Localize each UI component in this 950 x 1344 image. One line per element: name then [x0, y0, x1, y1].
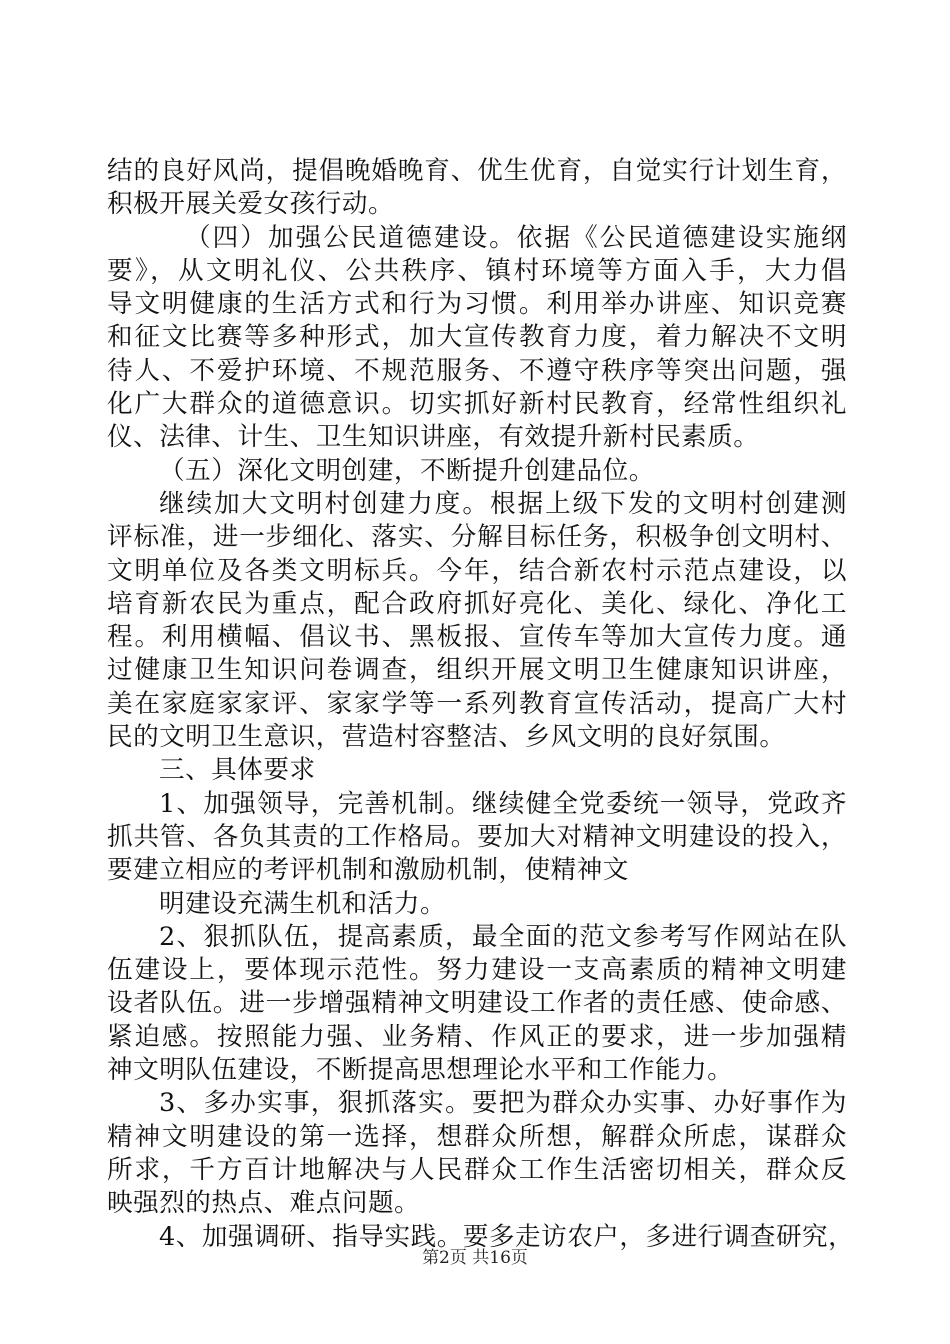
text-line: 仪、法律、计生、卫生知识讲座，有效提升新村民素质。 — [107, 422, 760, 453]
text-line: 培育新农民为重点，配合政府抓好亮化、美化、绿化、净化工 — [107, 588, 847, 619]
text-line: 导文明健康的生活方式和行为习惯。利用举办讲座、知识竞赛 — [107, 289, 847, 320]
page-footer: 第2页 共16页 — [422, 1248, 528, 1268]
text-line: （四）加强公民道德建设。依据《公民道德建设实施纲 — [185, 222, 847, 253]
text-line: 结的良好风尚，提倡晚婚晚育、优生优育，自觉实行计划生育， — [107, 156, 847, 186]
text-line: 要建立相应的考评机制和激励机制，使精神文 — [107, 855, 629, 886]
text-line: 民的文明卫生意识，营造村容整洁、乡风文明的良好氛围。 — [107, 722, 786, 753]
text-line: 和征文比赛等多种形式，加大宣传教育力度，着力解决不文明 — [107, 322, 847, 353]
text-line: 所求，千方百计地解决与人民群众工作生活密切相关，群众反 — [107, 1154, 847, 1185]
text-line: 2、狠抓队伍，提高素质，最全面的范文参考写作网站在队 — [159, 921, 847, 952]
text-line: 4、加强调研、指导实践。要多走访农户，多进行调查研究， — [159, 1221, 855, 1252]
text-line: 程。利用横幅、倡议书、黑板报、宣传车等加大宣传力度。通 — [107, 622, 847, 653]
text-line: 美在家庭家家评、家家学等一系列教育宣传活动，提高广大村 — [107, 688, 847, 719]
text-line: 1、加强领导，完善机制。继续健全党委统一领导，党政齐 — [159, 788, 847, 819]
text-line: 神文明队伍建设，不断提高思想理论水平和工作能力。 — [107, 1055, 734, 1086]
text-line: 评标准，进一步细化、落实、分解目标任务，积极争创文明村、 — [107, 522, 847, 553]
text-line: 设者队伍。进一步增强精神文明建设工作者的责任感、使命感、 — [107, 988, 847, 1019]
text-line: 文明单位及各类文明标兵。今年，结合新农村示范点建设，以 — [107, 555, 847, 586]
text-line: 精神文明建设的第一选择，想群众所想，解群众所虑，谋群众 — [107, 1121, 847, 1152]
text-line: 三、具体要求 — [159, 755, 316, 786]
text-line: 3、多办实事，狠抓落实。要把为群众办实事、办好事作为 — [159, 1088, 847, 1119]
text-line: 过健康卫生知识问卷调查，组织开展文明卫生健康知识讲座， — [107, 655, 847, 686]
text-line: 映强烈的热点、难点问题。 — [107, 1188, 421, 1219]
text-line: 伍建设上，要体现示范性。努力建设一支高素质的精神文明建 — [107, 955, 847, 986]
text-line: 明建设充满生机和活力。 — [159, 888, 447, 919]
text-line: 紧迫感。按照能力强、业务精、作风正的要求，进一步加强精 — [107, 1021, 847, 1052]
text-line: 继续加大文明村创建力度。根据上级下发的文明村创建测 — [159, 488, 847, 519]
document-body — [107, 155, 855, 1254]
text-line: 积极开展关爱女孩行动。 — [107, 189, 395, 220]
text-line: （五）深化文明创建，不断提升创建品位。 — [159, 455, 655, 486]
text-line: 化广大群众的道德意识。切实抓好新村民教育，经常性组织礼 — [107, 389, 847, 420]
text-line: 抓共管、各负其责的工作格局。要加大对精神文明建设的投入， — [107, 821, 847, 852]
text-line: 要》，从文明礼仪、公共秩序、镇村环境等方面入手，大力倡 — [107, 255, 847, 286]
text-line: 待人、不爱护环境、不规范服务、不遵守秩序等突出问题，强 — [107, 355, 847, 386]
